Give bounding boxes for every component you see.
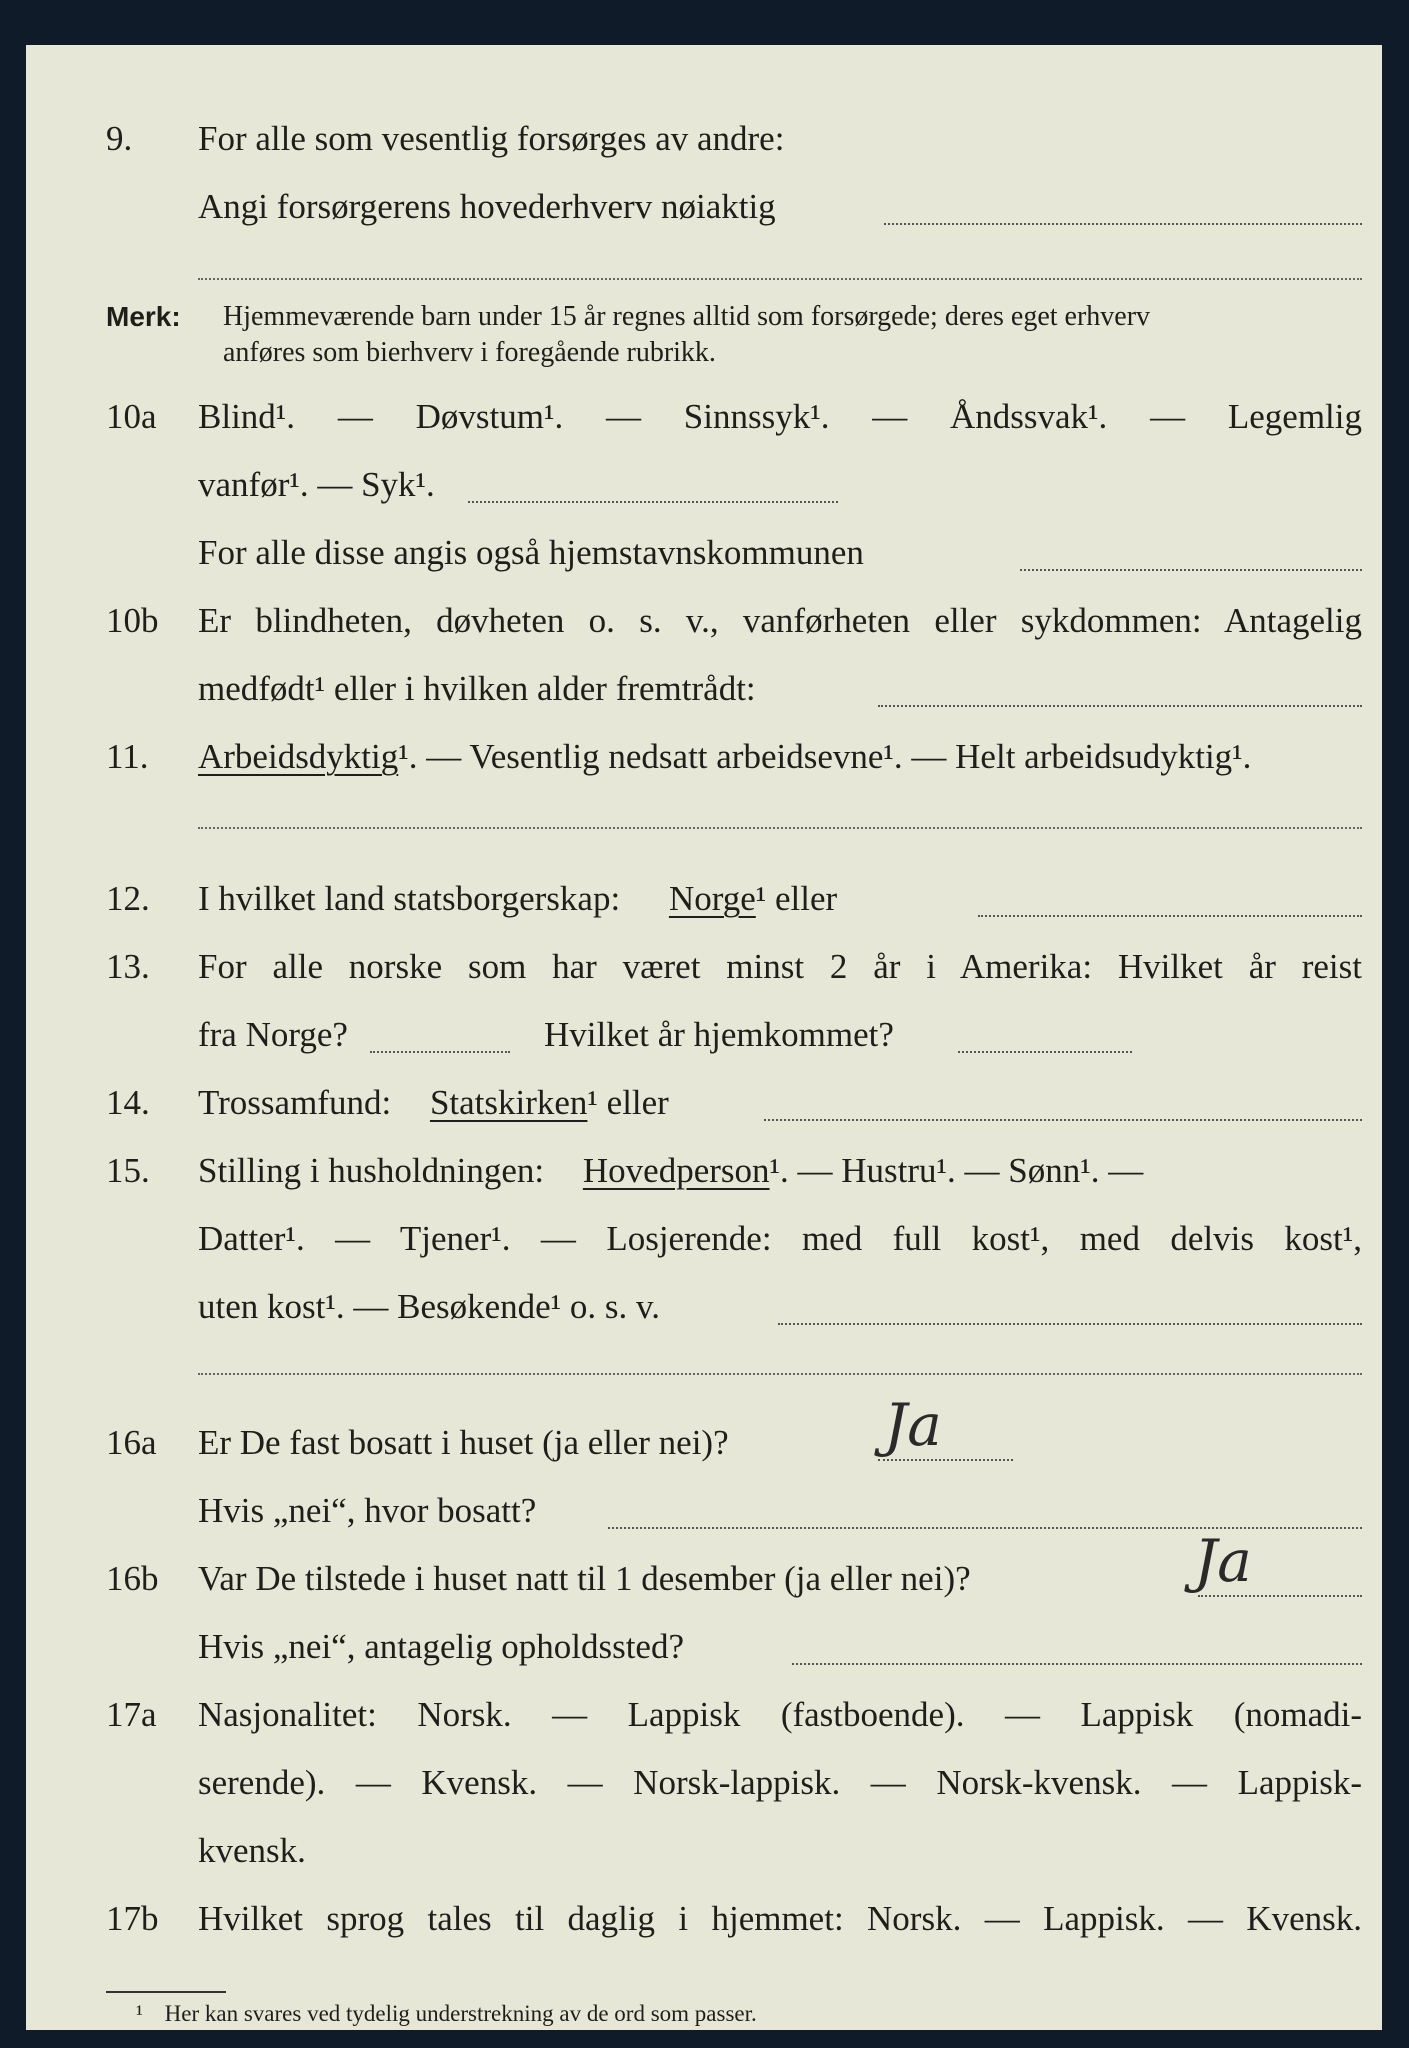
answer-line[interactable] <box>370 1051 510 1053</box>
question-number: 16a <box>106 1423 157 1462</box>
question-text: Hvilket sprog tales til daglig i hjemmet: Norsk. — Lappisk. — Kvensk. <box>198 1899 1362 1938</box>
question-text: Hvilket år hjemkommet? <box>544 1015 894 1054</box>
question-text: Nasjonalitet: Norsk. — Lappisk (fastboende). — Lappisk (nomadi- <box>198 1695 1362 1734</box>
note-text: Hjemmeværende barn under 15 år regnes alltid som forsørgede; deres eget erhverv <box>223 301 1151 332</box>
question-number: 16b <box>106 1559 159 1598</box>
question-text: ¹. — Vesentlig nedsatt arbeidsevne¹. — Helt arbeidsudyktig¹. <box>398 737 1252 776</box>
question-number: 17b <box>106 1899 159 1938</box>
question-text: fra Norge? <box>198 1015 348 1054</box>
answer-line[interactable] <box>468 501 838 503</box>
question-number: 11. <box>106 737 149 776</box>
question-text: For alle norske som har været minst 2 år i Amerika: Hvilket år reist <box>198 947 1362 986</box>
note-text: anføres som bierhverv i foregående rubrikk. <box>223 337 716 368</box>
question-number: 12. <box>106 879 150 918</box>
question-number: 14. <box>106 1083 150 1122</box>
question-text: Er De fast bosatt i huset (ja eller nei)? <box>198 1423 729 1462</box>
question-text: Blind¹. — Døvstum¹. — Sinnssyk¹. — Åndssvak¹. — Legemlig <box>198 397 1362 436</box>
question-number: 17a <box>106 1695 157 1734</box>
question-text: For alle disse angis også hjemstavnskommunen <box>198 533 864 572</box>
note-merk <box>106 299 1362 368</box>
answer-line[interactable] <box>1020 569 1362 571</box>
option-arbeidsdyktig-underlined[interactable]: Arbeidsdyktig <box>198 737 399 776</box>
answer-line[interactable] <box>1198 1595 1362 1597</box>
census-form-page <box>26 45 1382 2030</box>
question-text: Hvis „nei“, antagelig opholdssted? <box>198 1627 684 1666</box>
question-text: Angi forsørgerens hovederhverv nøiaktig <box>198 187 776 226</box>
question-text: Hvis „nei“, hvor bosatt? <box>198 1491 537 1530</box>
question-text: I hvilket land statsborgerskap: <box>198 879 621 918</box>
option-norge-underlined[interactable]: Norge <box>668 879 756 918</box>
note-label: Merk: <box>106 301 181 332</box>
question-number: 9. <box>106 119 133 158</box>
question-number: 10a <box>106 397 157 436</box>
answer-line[interactable] <box>958 1051 1132 1053</box>
answer-line[interactable] <box>198 1373 1362 1375</box>
answer-line[interactable] <box>878 705 1362 707</box>
question-text: serende). — Kvensk. — Norsk-lappisk. — Norsk-kvensk. — Lappisk- <box>198 1763 1362 1802</box>
question-text: uten kost¹. — Besøkende¹ o. s. v. <box>198 1287 661 1326</box>
answer-line[interactable] <box>764 1119 1362 1121</box>
answer-line[interactable] <box>198 827 1362 829</box>
question-text: Stilling i husholdningen: <box>198 1151 545 1190</box>
footnote-text: Her kan svares ved tydelig understrekning av de ord som passer. <box>164 2001 757 2026</box>
question-text: medfødt¹ eller i hvilken alder fremtrådt: <box>198 669 756 708</box>
question-text: ¹ eller <box>587 1083 669 1122</box>
question-text: Var De tilstede i huset natt til 1 desember (ja eller nei)? <box>198 1559 971 1598</box>
answer-line[interactable] <box>198 278 1362 280</box>
question-text: ¹. — Hustru¹. — Sønn¹. — <box>769 1151 1144 1190</box>
question-number: 15. <box>106 1151 150 1190</box>
footnote-mark: ¹ <box>136 2001 143 2026</box>
question-number: 13. <box>106 947 150 986</box>
question-text: Datter¹. — Tjener¹. — Losjerende: med full kost¹, med delvis kost¹, <box>198 1219 1362 1258</box>
question-text: ¹ eller <box>755 879 838 918</box>
question-text: vanfør¹. — Syk¹. <box>198 465 435 504</box>
answer-line[interactable] <box>978 915 1362 917</box>
question-number: 10b <box>106 601 159 640</box>
question-text: Er blindheten, døvheten o. s. v., vanførheten eller sykdommen: Antagelig <box>198 601 1362 640</box>
answer-line[interactable] <box>884 223 1362 225</box>
question-text: Trossamfund: <box>198 1083 392 1122</box>
handwritten-answer: Ja <box>1194 1527 1252 1595</box>
answer-line[interactable] <box>778 1323 1362 1325</box>
handwritten-answer: Ja <box>884 1391 942 1459</box>
option-hovedperson-underlined[interactable]: Hovedperson <box>582 1151 770 1190</box>
question-text: For alle som vesentlig forsørges av andre: <box>198 119 785 158</box>
footnote <box>136 2001 757 2027</box>
option-statskirken-underlined[interactable]: Statskirken <box>429 1083 588 1122</box>
question-text: kvensk. <box>198 1831 306 1870</box>
footnote-divider <box>106 1991 226 1993</box>
answer-line[interactable] <box>792 1663 1362 1665</box>
answer-line[interactable] <box>878 1459 1013 1461</box>
